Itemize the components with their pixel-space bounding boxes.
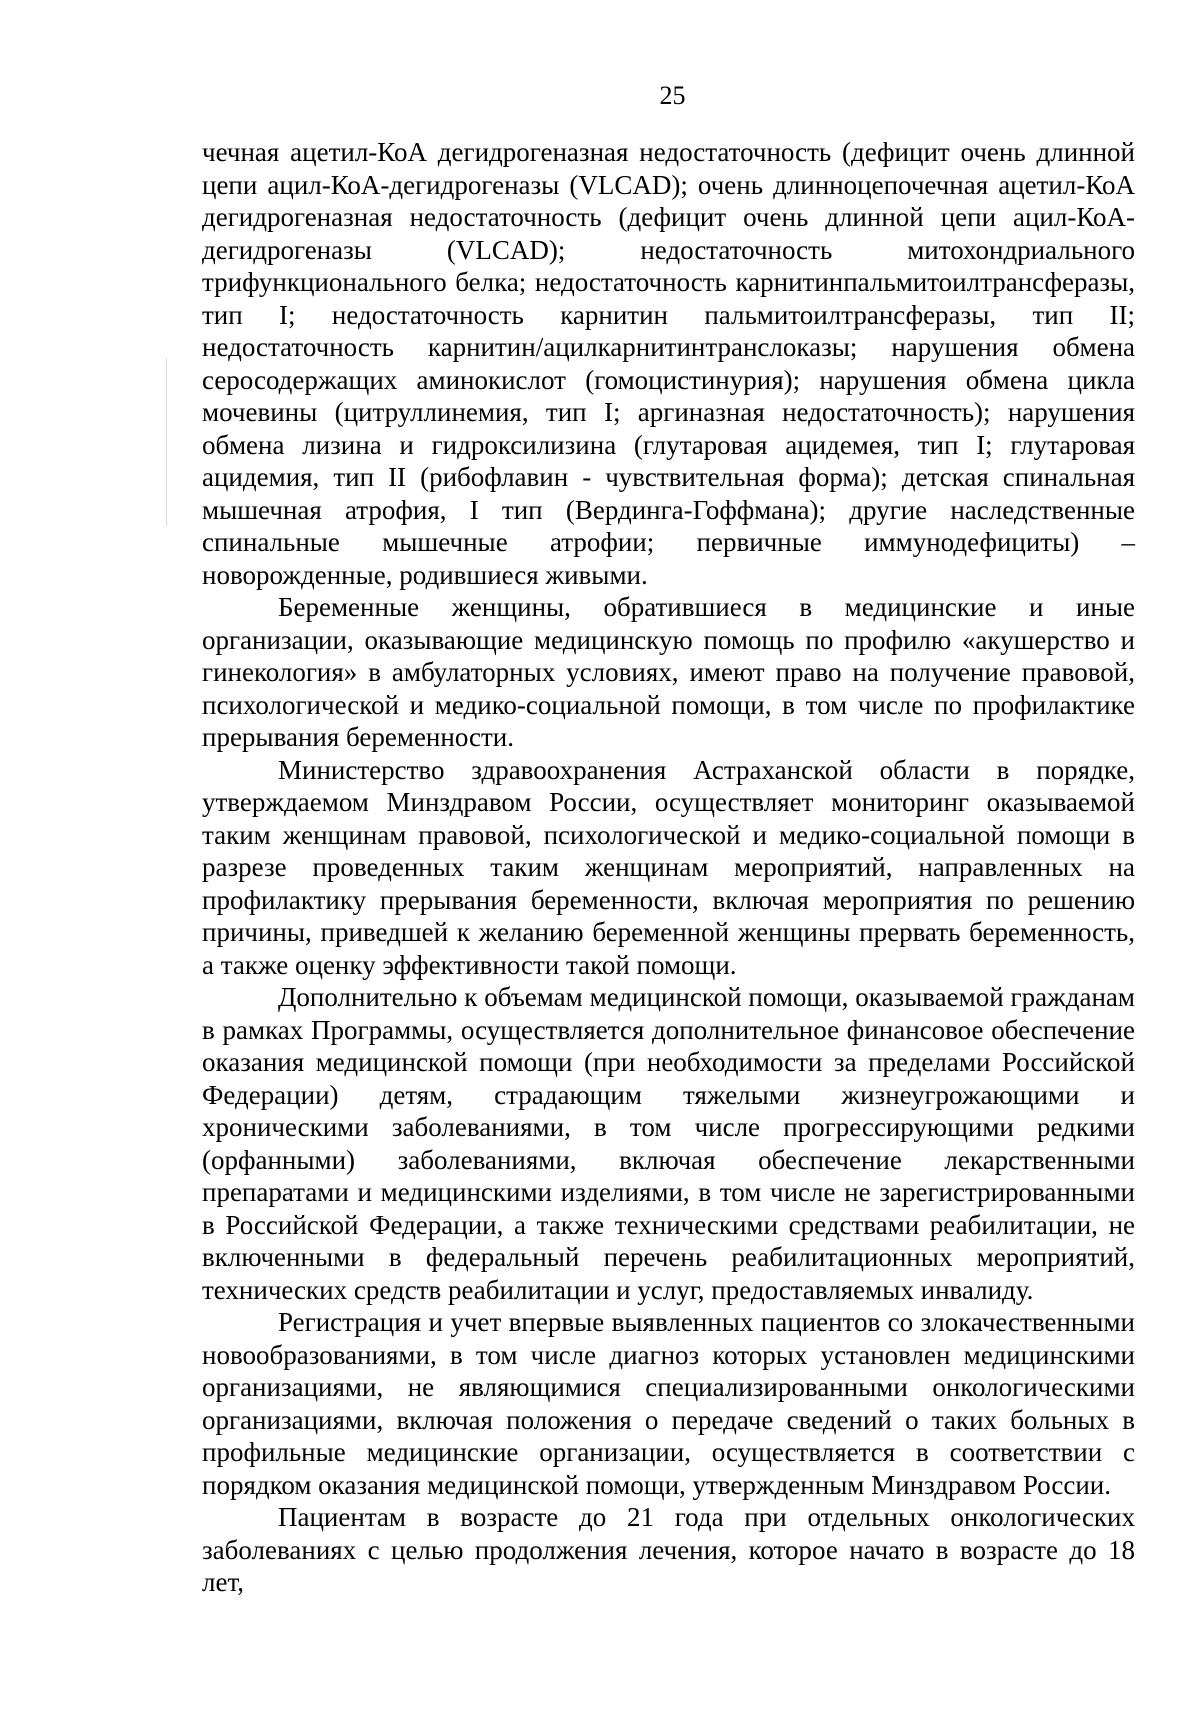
paragraph-patients-under-21: Пациентам в возрасте до 21 года при отдельных онкологических заболеваниях с целью продолжения лечения, которое начато в возрасте до 18 лет,	[202, 1502, 1135, 1597]
document-body	[202, 136, 1135, 1599]
paragraph-ministry-monitoring: Министерство здравоохранения Астраханской области в порядке, утверждаемом Минздравом России, осуществляет мониторинг оказываемой таким женщинам правовой, психологической и медико-социальной помощи в разрезе проведенных таким женщинам мероприятий, направленных на профилактику прерывания беременности, включая мероприятия по решению причины, приведшей к желанию беременной женщины прервать беременность, а также оценку эффективности такой помощи.	[202, 754, 1135, 980]
paragraph-additional-funding: Дополнительно к объемам медицинской помощи, оказываемой гражданам в рамках Программы, осуществляется дополнительное финансовое обеспечение оказания медицинской помощи (при необходимости за пределами Российской Федерации) детям, страдающим тяжелыми жизнеугрожающими и хроническими заболеваниями, в том числе прогрессирующими редкими (орфанными) заболеваниями, включая обеспечение лекарственными препаратами и медицинскими изделиями, в том числе не зарегистрированными в Российской Федерации, а также техническими средствами реабилитации, не включенными в федеральный перечень реабилитационных мероприятий, технических средств реабилитации и услуг, предоставляемых инвалиду.	[202, 982, 1135, 1305]
paragraph-continuation: чечная ацетил-КоА дегидрогеназная недостаточность (дефицит очень длинной цепи ацил-КоА-дегидрогеназы (VLCAD); очень длинноцепочечная ацетил-КоА дегидрогеназная недостаточность (дефицит очень длинной цепи ацил-КоА-дегидрогеназы (VLCAD); недостаточность митохондриального трифункционального белка; недостаточность карнитинпальмитоилтрансферазы, тип I; недостаточность карнитин пальмитоилтрансферазы, тип II; недостаточность карнитин/ацилкарнитинтранслоказы; нарушения обмена серосодержащих аминокислот (гомоцистинурия); нарушения обмена цикла мочевины (цитруллинемия, тип I; аргиназная недостаточность); нарушения обмена лизина и гидроксилизина (глутаровая ацидемея, тип I; глутаровая ацидемия, тип II (рибофлавин - чувствительная форма); детская спинальная мышечная атрофия, I тип (Вердинга-Гоффмана); другие наследственные спинальные мышечные атрофии; первичные иммунодефициты) – новорожденные, родившиеся живыми.	[202, 137, 1135, 590]
page-number: 25	[659, 81, 686, 110]
scan-artifact-line	[166, 358, 167, 526]
paragraph-pregnant-women: Беременные женщины, обратившиеся в медицинские и иные организации, оказывающие медицинскую помощь по профилю «акушерство и гинекология» в амбулаторных условиях, имеют право на получение правовой, психологической и медико-социальной помощи, в том числе по профилактике прерывания беременности.	[202, 592, 1135, 752]
paragraph-cancer-registration: Регистрация и учет впервые выявленных пациентов со злокачественными новообразованиями, в том числе диагноз которых установлен медицинскими организациями, не являющимися специализированными онкологическими организациями, включая положения о передаче сведений о таких больных в профильные медицинские организации, осуществляется в соответствии с порядком оказания медицинской помощи, утвержденным Минздравом России.	[202, 1307, 1135, 1500]
